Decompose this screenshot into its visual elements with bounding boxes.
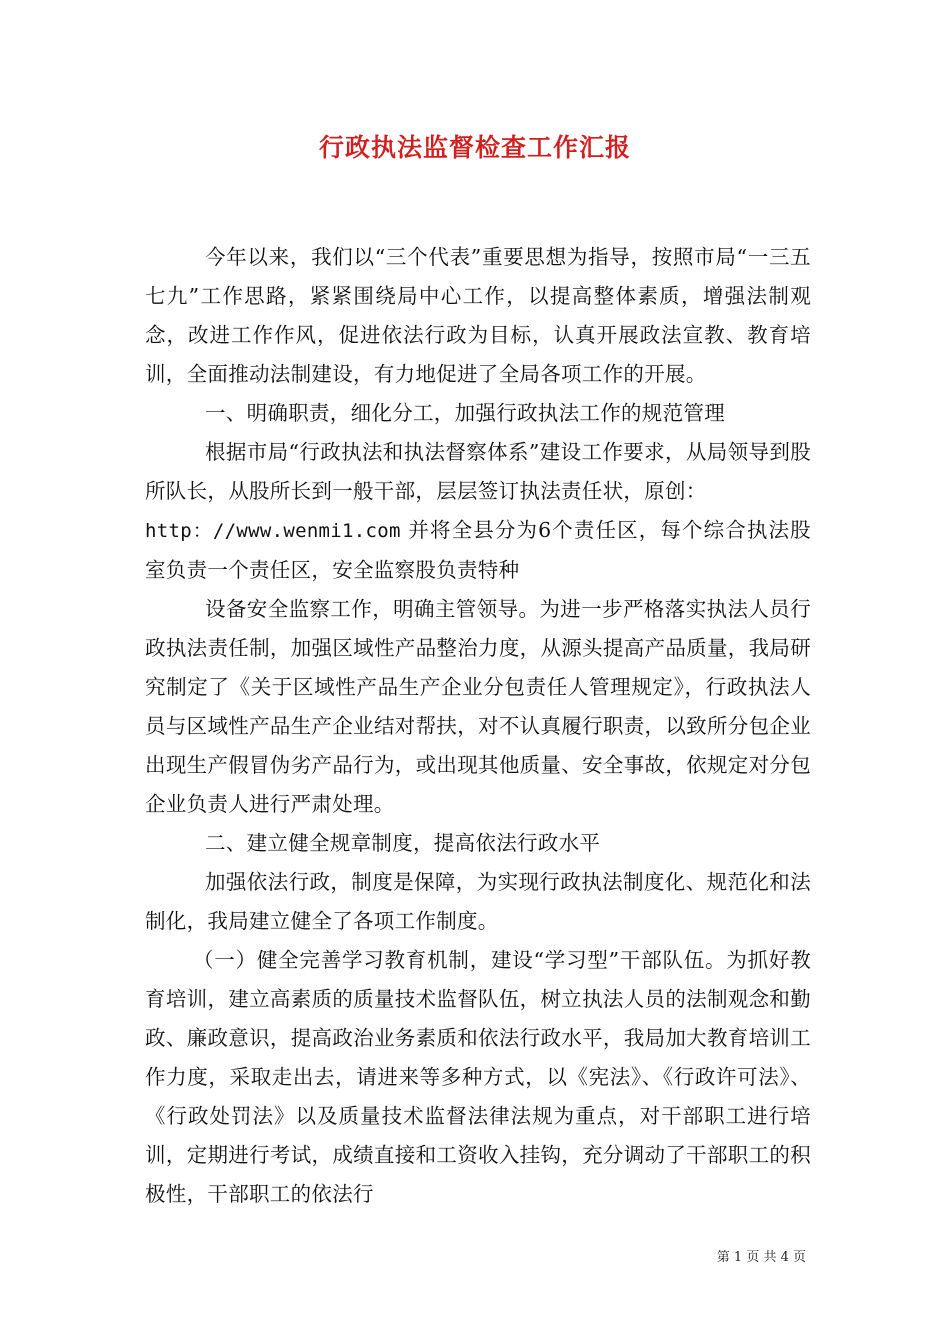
paragraph-intro: 今年以来，我们以“三个代表”重要思想为指导，按照市局“一三五七九”工作思路，紧紧围绕局中心工作，以提高整体素质，增强法制观念，改进工作作风，促进依法行政为目标，认真开展政法宣教、教育培训，全面推动法制建设，有力地促进了全局各项工作的开展。 [145, 245, 811, 386]
page-number: 第 1 页 共 4 页 [716, 1250, 806, 1265]
paragraph-responsibility [145, 433, 811, 590]
paragraph-supervision: 设备安全监察工作，明确主管领导。为进一步严格落实执法人员行政执法责任制，加强区域性产品整治力度，从源头提高产品质量，我局研究制定了《关于区域性产品生产企业分包责任人管理规定》，行政执法人员与区域性产品生产企业结对帮扶，对不认真履行职责，以致所分包企业出现生产假冒伪劣产品行为，或出现其他质量、安全事故，依规定对分包企业负责人进行严肃处理。 [145, 597, 811, 816]
heading-section-1: 一、明确职责，细化分工，加强行政执法工作的规范管理 [205, 401, 725, 425]
source-url: http：//www.wenmi1.com [145, 520, 401, 542]
document-title: 行政执法监督检查工作汇报 [318, 133, 631, 162]
paragraph-training: （一）健全完善学习教育机制，建设“学习型”干部队伍。为抓好教育培训，建立高素质的质量技术监督队伍，树立执法人员的法制观念和勤政、廉政意识，提高政治业务素质和依法行政水平，我局加大教育培训工作力度，采取走出去，请进来等多种方式，以《宪法》、《行政许可法》、《行政处罚法》以及质量技术监督法律法规为重点，对干部职工进行培训，定期进行考试，成绩直接和工资收入挂钩，充分调动了干部职工的积极性，干部职工的依法行 [145, 948, 811, 1206]
paragraph-responsibility-cont: 并将全县分为6个责任区，每个综合执法股室负责一个责任区，安全监察股负责特种 [145, 518, 811, 582]
paragraph-rules: 加强依法行政，制度是保障，为实现行政执法制度化、规范化和法制化，我局建立健全了各项工作制度。 [145, 870, 811, 933]
document-body [145, 238, 811, 1214]
heading-section-2: 二、建立健全规章制度，提高依法行政水平 [205, 831, 601, 855]
paragraph-responsibility-text: 根据市局“行政执法和执法督察体系”建设工作要求，从局领导到股所队长，从股所长到一般干部，层层签订执法责任状，原创： [145, 440, 811, 503]
